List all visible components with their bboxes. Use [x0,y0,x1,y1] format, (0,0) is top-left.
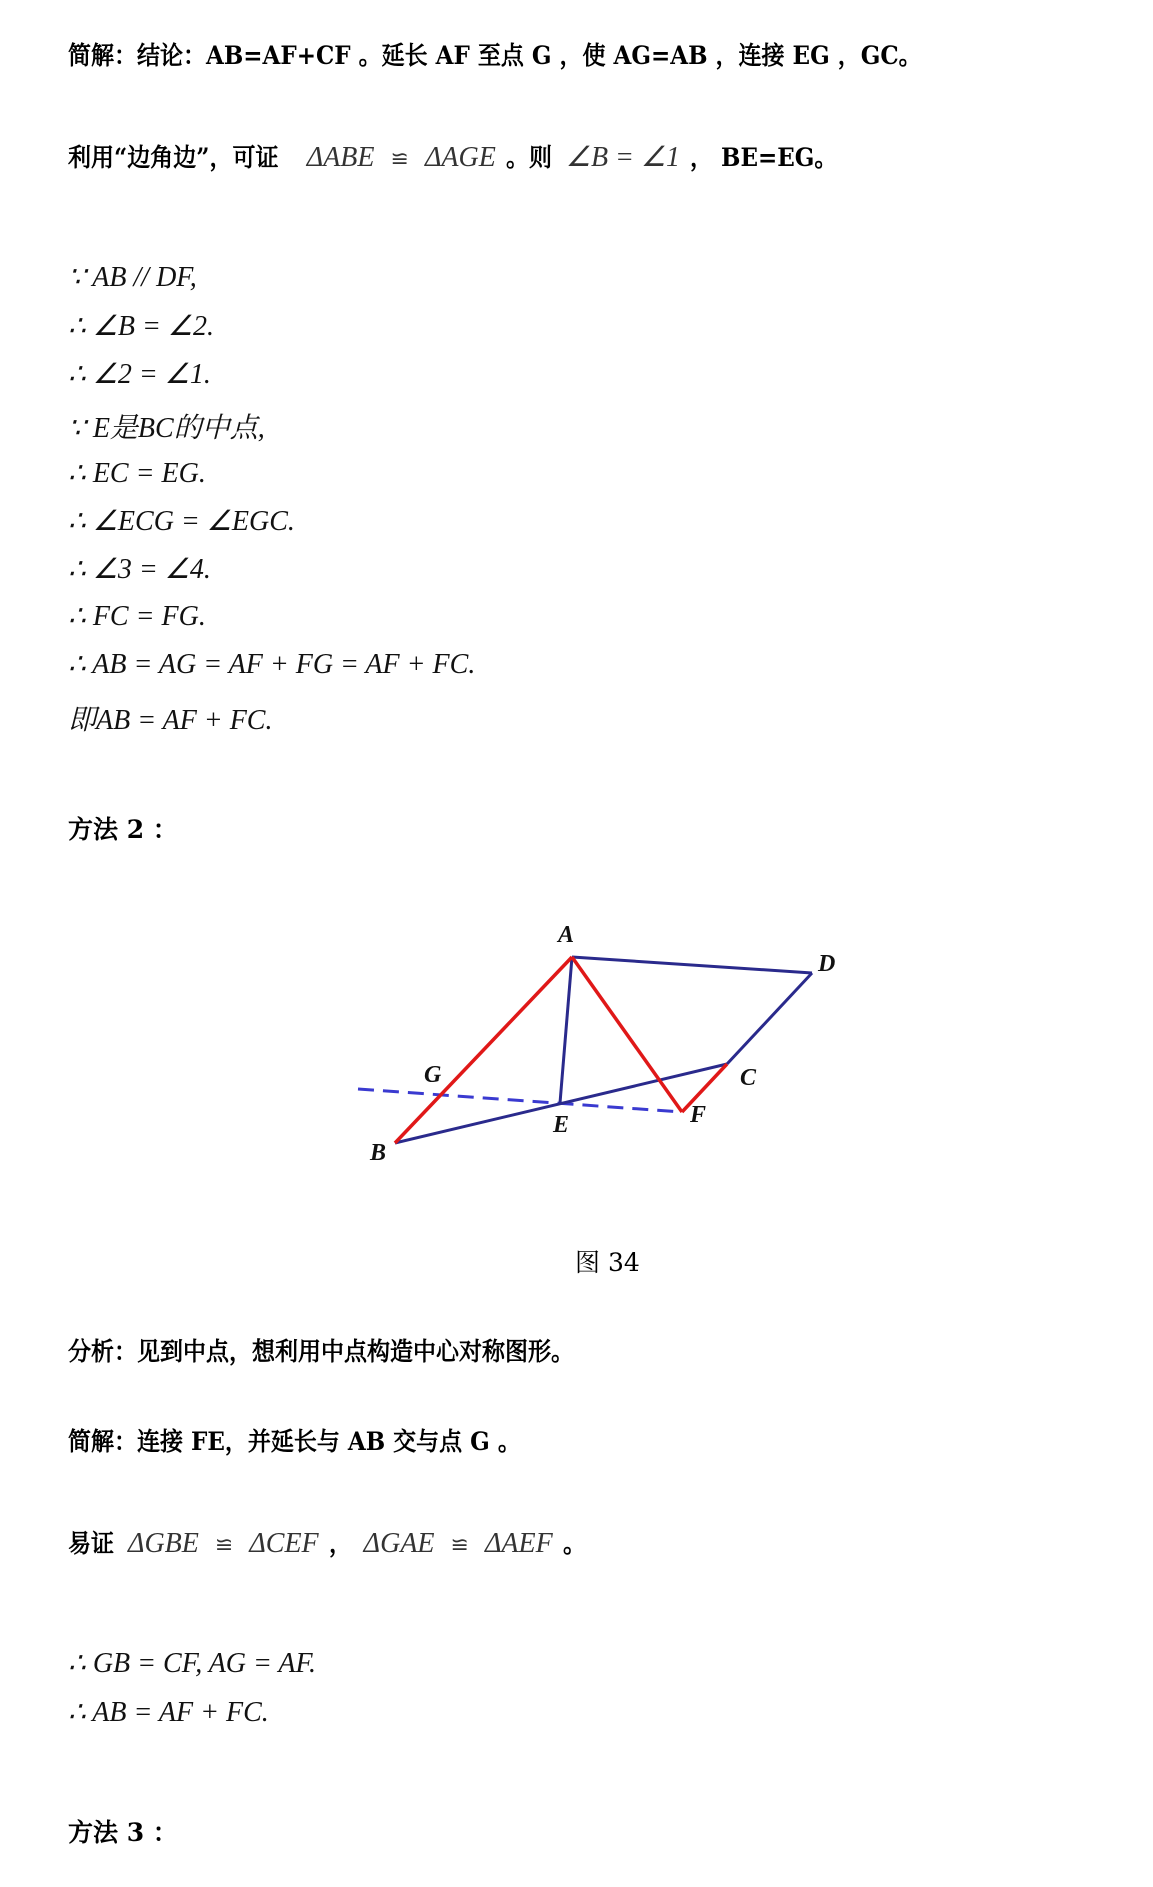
label-e: E [553,1112,570,1138]
label-g: G [424,1062,442,1088]
method2-heading: 方法 2 ： [68,815,178,844]
proof-step: ∴ ∠ECG = ∠EGC. [68,506,295,537]
triangle-abe: ΔABE [306,142,375,173]
triangle-age: ΔAGE [424,142,496,173]
easy-proof-prefix: 易证 [68,1529,115,1558]
proof-step: ∵ E是BC的中点, [68,413,265,444]
comma: ， [328,1529,352,1558]
congruent-symbol: ≌ [214,1533,234,1558]
easy-proof-line [68,1524,588,1560]
dashed-line-ge-f [358,1089,682,1112]
solution-line: 简解：结论：AB=AF+CF 。延长 AF 至点 G ，使 AG=AB ，连接 EG ，GC。 [68,41,922,70]
segment-ab [395,957,572,1143]
be-eg-text: ， BE=EG。 [690,143,838,172]
proof-step: ∴ FC = FG. [68,601,206,632]
congruent-symbol: ≌ [390,147,409,172]
angle-equation: ∠B = ∠1 [565,142,681,173]
congruent-symbol: ≌ [450,1533,469,1558]
proof-step: ∴ ∠B = ∠2. [68,311,215,342]
segment-dc [727,973,812,1064]
analysis-text: 分析：见到中点，想利用中点构造中心对称图形。 [68,1337,575,1366]
label-c: C [740,1065,757,1091]
proof-step: ∴ ∠3 = ∠4. [68,554,211,585]
figure-caption: 图 34 [575,1248,640,1277]
proof-intro-prefix: 利用“边角边”，可证 [68,143,279,172]
solution-text: 简解：连接 FE，并延长与 AB 交与点 G 。 [68,1427,521,1456]
proof-step: ∴ GB = CF, AG = AF. [68,1648,317,1679]
triangle-gae: ΔGAE [363,1528,435,1559]
segment-ae [560,957,572,1103]
proof-step: 即AB = AF + FC. [68,705,273,736]
triangle-gbe: ΔGBE [128,1528,199,1559]
proof-step: ∴ AB = AF + FC. [68,1697,269,1728]
triangle-cef: ΔCEF [249,1528,319,1559]
proof-step: ∴ ∠2 = ∠1. [68,359,211,390]
segment-ad [572,957,812,973]
proof-step: ∴ AB = AG = AF + FG = AF + FC. [68,649,476,680]
proof-step: ∵ AB // DF, [68,262,197,293]
label-f: F [690,1102,707,1128]
label-a: A [558,922,575,948]
proof-step: ∴ EC = EG. [68,458,206,489]
method3-heading: 方法 3 ： [68,1818,178,1847]
triangle-aef: ΔAEF [484,1528,553,1559]
label-b: B [370,1140,387,1166]
label-d: D [818,951,836,977]
then-text: 。则 [505,143,552,172]
period: 。 [562,1529,586,1558]
